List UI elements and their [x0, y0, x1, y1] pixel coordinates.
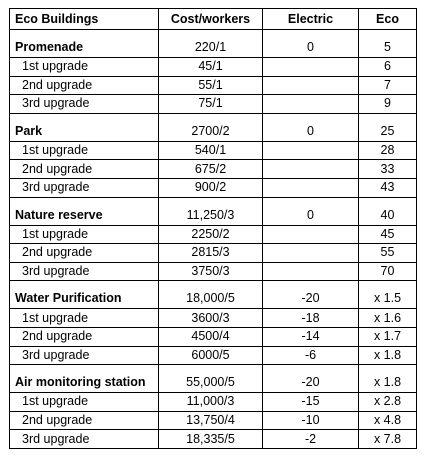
spacer-cell: [359, 197, 417, 206]
spacer-cell: [10, 365, 159, 374]
building-row: [10, 206, 417, 226]
upgrade-eco: 45: [359, 225, 417, 244]
upgrade-eco: 33: [359, 160, 417, 179]
spacer-cell: [359, 30, 417, 39]
building-name: Promenade: [10, 38, 159, 58]
building-electric: 0: [263, 206, 359, 226]
upgrade-name: 1st upgrade: [10, 225, 159, 244]
upgrade-electric: -14: [263, 327, 359, 346]
group-spacer: [10, 197, 417, 206]
upgrade-cost: 3750/3: [159, 262, 263, 281]
upgrade-eco: 43: [359, 178, 417, 197]
header-electric: Electric: [263, 9, 359, 30]
spacer-cell: [159, 30, 263, 39]
group-spacer: [10, 113, 417, 122]
eco-buildings-table: [9, 8, 417, 449]
upgrade-electric: [263, 160, 359, 179]
group-spacer: [10, 281, 417, 290]
upgrade-electric: -15: [263, 393, 359, 412]
upgrade-name: 1st upgrade: [10, 393, 159, 412]
upgrade-row: [10, 411, 417, 430]
building-name: Park: [10, 122, 159, 142]
group-spacer: [10, 365, 417, 374]
upgrade-name: 1st upgrade: [10, 58, 159, 77]
spacer-cell: [263, 281, 359, 290]
spacer-cell: [159, 365, 263, 374]
upgrade-cost: 675/2: [159, 160, 263, 179]
upgrade-eco: 7: [359, 76, 417, 95]
upgrade-electric: [263, 141, 359, 160]
header-cost-workers: Cost/workers: [159, 9, 263, 30]
building-row: [10, 289, 417, 309]
upgrade-eco: 6: [359, 58, 417, 77]
upgrade-row: [10, 160, 417, 179]
spacer-cell: [10, 30, 159, 39]
spacer-cell: [263, 113, 359, 122]
upgrade-electric: -6: [263, 346, 359, 365]
upgrade-name: 1st upgrade: [10, 141, 159, 160]
spacer-cell: [10, 281, 159, 290]
building-cost: 55,000/5: [159, 373, 263, 393]
header-row: [10, 9, 417, 30]
building-cost: 2700/2: [159, 122, 263, 142]
spacer-cell: [359, 113, 417, 122]
upgrade-eco: x 1.8: [359, 346, 417, 365]
spacer-cell: [359, 281, 417, 290]
building-name: Nature reserve: [10, 206, 159, 226]
building-eco: x 1.5: [359, 289, 417, 309]
upgrade-name: 2nd upgrade: [10, 244, 159, 263]
upgrade-electric: -10: [263, 411, 359, 430]
upgrade-electric: [263, 95, 359, 114]
building-cost: 11,250/3: [159, 206, 263, 226]
upgrade-row: [10, 225, 417, 244]
upgrade-row: [10, 327, 417, 346]
upgrade-name: 2nd upgrade: [10, 76, 159, 95]
upgrade-name: 2nd upgrade: [10, 411, 159, 430]
building-eco: 25: [359, 122, 417, 142]
upgrade-eco: x 1.6: [359, 309, 417, 328]
upgrade-eco: 55: [359, 244, 417, 263]
upgrade-name: 3rd upgrade: [10, 178, 159, 197]
spacer-cell: [159, 113, 263, 122]
upgrade-name: 3rd upgrade: [10, 262, 159, 281]
upgrade-cost: 11,000/3: [159, 393, 263, 412]
upgrade-cost: 3600/3: [159, 309, 263, 328]
building-cost: 18,000/5: [159, 289, 263, 309]
building-electric: 0: [263, 122, 359, 142]
upgrade-cost: 13,750/4: [159, 411, 263, 430]
building-row: [10, 373, 417, 393]
upgrade-eco: x 4.8: [359, 411, 417, 430]
upgrade-eco: x 2.8: [359, 393, 417, 412]
upgrade-electric: -2: [263, 430, 359, 449]
building-row: [10, 38, 417, 58]
upgrade-eco: 28: [359, 141, 417, 160]
upgrade-cost: 4500/4: [159, 327, 263, 346]
building-name: Water Purification: [10, 289, 159, 309]
building-electric: -20: [263, 289, 359, 309]
upgrade-row: [10, 141, 417, 160]
building-electric: 0: [263, 38, 359, 58]
upgrade-row: [10, 178, 417, 197]
upgrade-electric: [263, 178, 359, 197]
spacer-cell: [10, 113, 159, 122]
upgrade-row: [10, 262, 417, 281]
upgrade-row: [10, 309, 417, 328]
group-spacer: [10, 30, 417, 39]
spacer-cell: [263, 30, 359, 39]
upgrade-electric: [263, 225, 359, 244]
upgrade-row: [10, 58, 417, 77]
upgrade-cost: 45/1: [159, 58, 263, 77]
building-eco: 40: [359, 206, 417, 226]
upgrade-row: [10, 393, 417, 412]
upgrade-name: 3rd upgrade: [10, 430, 159, 449]
upgrade-name: 3rd upgrade: [10, 95, 159, 114]
upgrade-cost: 2815/3: [159, 244, 263, 263]
upgrade-name: 2nd upgrade: [10, 160, 159, 179]
spacer-cell: [159, 281, 263, 290]
header-eco: Eco: [359, 9, 417, 30]
spacer-cell: [263, 197, 359, 206]
upgrade-electric: -18: [263, 309, 359, 328]
spacer-cell: [159, 197, 263, 206]
upgrade-eco: 9: [359, 95, 417, 114]
spacer-cell: [263, 365, 359, 374]
upgrade-eco: x 1.7: [359, 327, 417, 346]
upgrade-row: [10, 95, 417, 114]
upgrade-eco: x 7.8: [359, 430, 417, 449]
building-cost: 220/1: [159, 38, 263, 58]
upgrade-cost: 2250/2: [159, 225, 263, 244]
building-name: Air monitoring station: [10, 373, 159, 393]
upgrade-name: 1st upgrade: [10, 309, 159, 328]
upgrade-electric: [263, 58, 359, 77]
building-electric: -20: [263, 373, 359, 393]
upgrade-row: [10, 76, 417, 95]
upgrade-cost: 540/1: [159, 141, 263, 160]
upgrade-cost: 6000/5: [159, 346, 263, 365]
upgrade-electric: [263, 76, 359, 95]
table-body: [10, 30, 417, 449]
spacer-cell: [10, 197, 159, 206]
upgrade-cost: 900/2: [159, 178, 263, 197]
upgrade-cost: 55/1: [159, 76, 263, 95]
upgrade-row: [10, 346, 417, 365]
upgrade-eco: 70: [359, 262, 417, 281]
upgrade-name: 2nd upgrade: [10, 327, 159, 346]
upgrade-row: [10, 430, 417, 449]
building-eco: 5: [359, 38, 417, 58]
upgrade-row: [10, 244, 417, 263]
building-row: [10, 122, 417, 142]
upgrade-electric: [263, 244, 359, 263]
spacer-cell: [359, 365, 417, 374]
upgrade-cost: 18,335/5: [159, 430, 263, 449]
upgrade-electric: [263, 262, 359, 281]
upgrade-cost: 75/1: [159, 95, 263, 114]
building-eco: x 1.8: [359, 373, 417, 393]
header-eco-buildings: Eco Buildings: [10, 9, 159, 30]
upgrade-name: 3rd upgrade: [10, 346, 159, 365]
